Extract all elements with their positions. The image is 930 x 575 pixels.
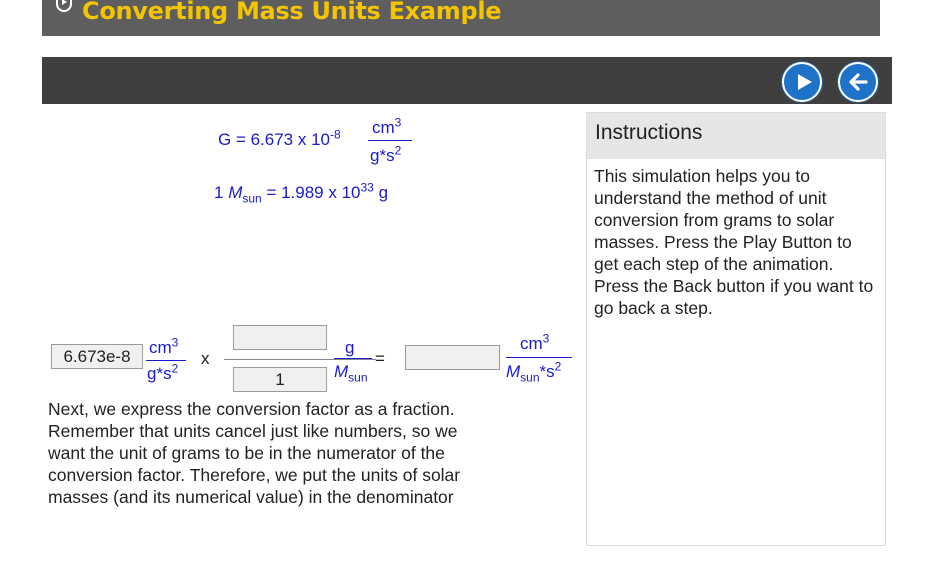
initial-value-field[interactable]: 6.673e-8 bbox=[51, 344, 143, 369]
initial-unit-numerator: $cm^3$ bbox=[149, 335, 179, 357]
factor-denominator-field[interactable]: 1 bbox=[233, 367, 327, 392]
conversion-factor-bar bbox=[224, 359, 376, 360]
factor-unit-numerator: g bbox=[345, 338, 355, 357]
factor-unit-fraction-bar bbox=[334, 358, 372, 359]
replay-icon bbox=[56, 0, 72, 12]
equals-sign: = bbox=[375, 349, 385, 368]
step-explanation: Next, we express the conversion factor as a fraction. Remember that units cancel just like numbers, so we want the unit of grams to be in the numerator of the conversion factor. Therefore, we put the units of solar masses (and its numerical value) in the denominator bbox=[48, 399, 461, 507]
constant-g-fraction-bar bbox=[368, 140, 412, 141]
initial-unit-fraction-bar bbox=[146, 360, 186, 361]
initial-unit-denominator: $g*s^2$ bbox=[147, 361, 179, 383]
constant-g-value: G = 6.673 x $10^{-8}$ bbox=[218, 127, 341, 149]
multiply-sign: x bbox=[201, 349, 210, 368]
arrow-left-icon bbox=[846, 70, 870, 94]
instructions-text: This simulation helps you to understand the method of unit conversion from grams to solar masses. Press the Play Button to get each step of the animation. Press the Back button if you want to go back a step. bbox=[594, 166, 874, 318]
toolbar bbox=[42, 57, 892, 104]
play-button[interactable] bbox=[782, 62, 822, 102]
constant-g-unit-denominator: $g*s^2$ bbox=[370, 143, 402, 165]
factor-numerator-field[interactable] bbox=[233, 325, 327, 350]
factor-unit-denominator: $M_{sun}$ bbox=[334, 362, 368, 385]
result-value-field[interactable] bbox=[405, 345, 500, 370]
instructions-panel bbox=[586, 112, 886, 546]
constant-g-unit-numerator: $cm^3$ bbox=[372, 115, 402, 137]
back-button[interactable] bbox=[838, 62, 878, 102]
instructions-title: Instructions bbox=[587, 113, 885, 159]
result-unit-numerator: $cm^3$ bbox=[520, 331, 550, 353]
result-unit-denominator: $M_{sun}*s^2$ bbox=[506, 359, 562, 385]
constant-msun: 1 $M_{sun} = 1.989$ x $10^{33}$ g bbox=[214, 180, 389, 206]
result-unit-fraction-bar bbox=[506, 357, 572, 358]
page-title: Converting Mass Units Example bbox=[82, 0, 502, 25]
title-bar bbox=[42, 0, 880, 36]
